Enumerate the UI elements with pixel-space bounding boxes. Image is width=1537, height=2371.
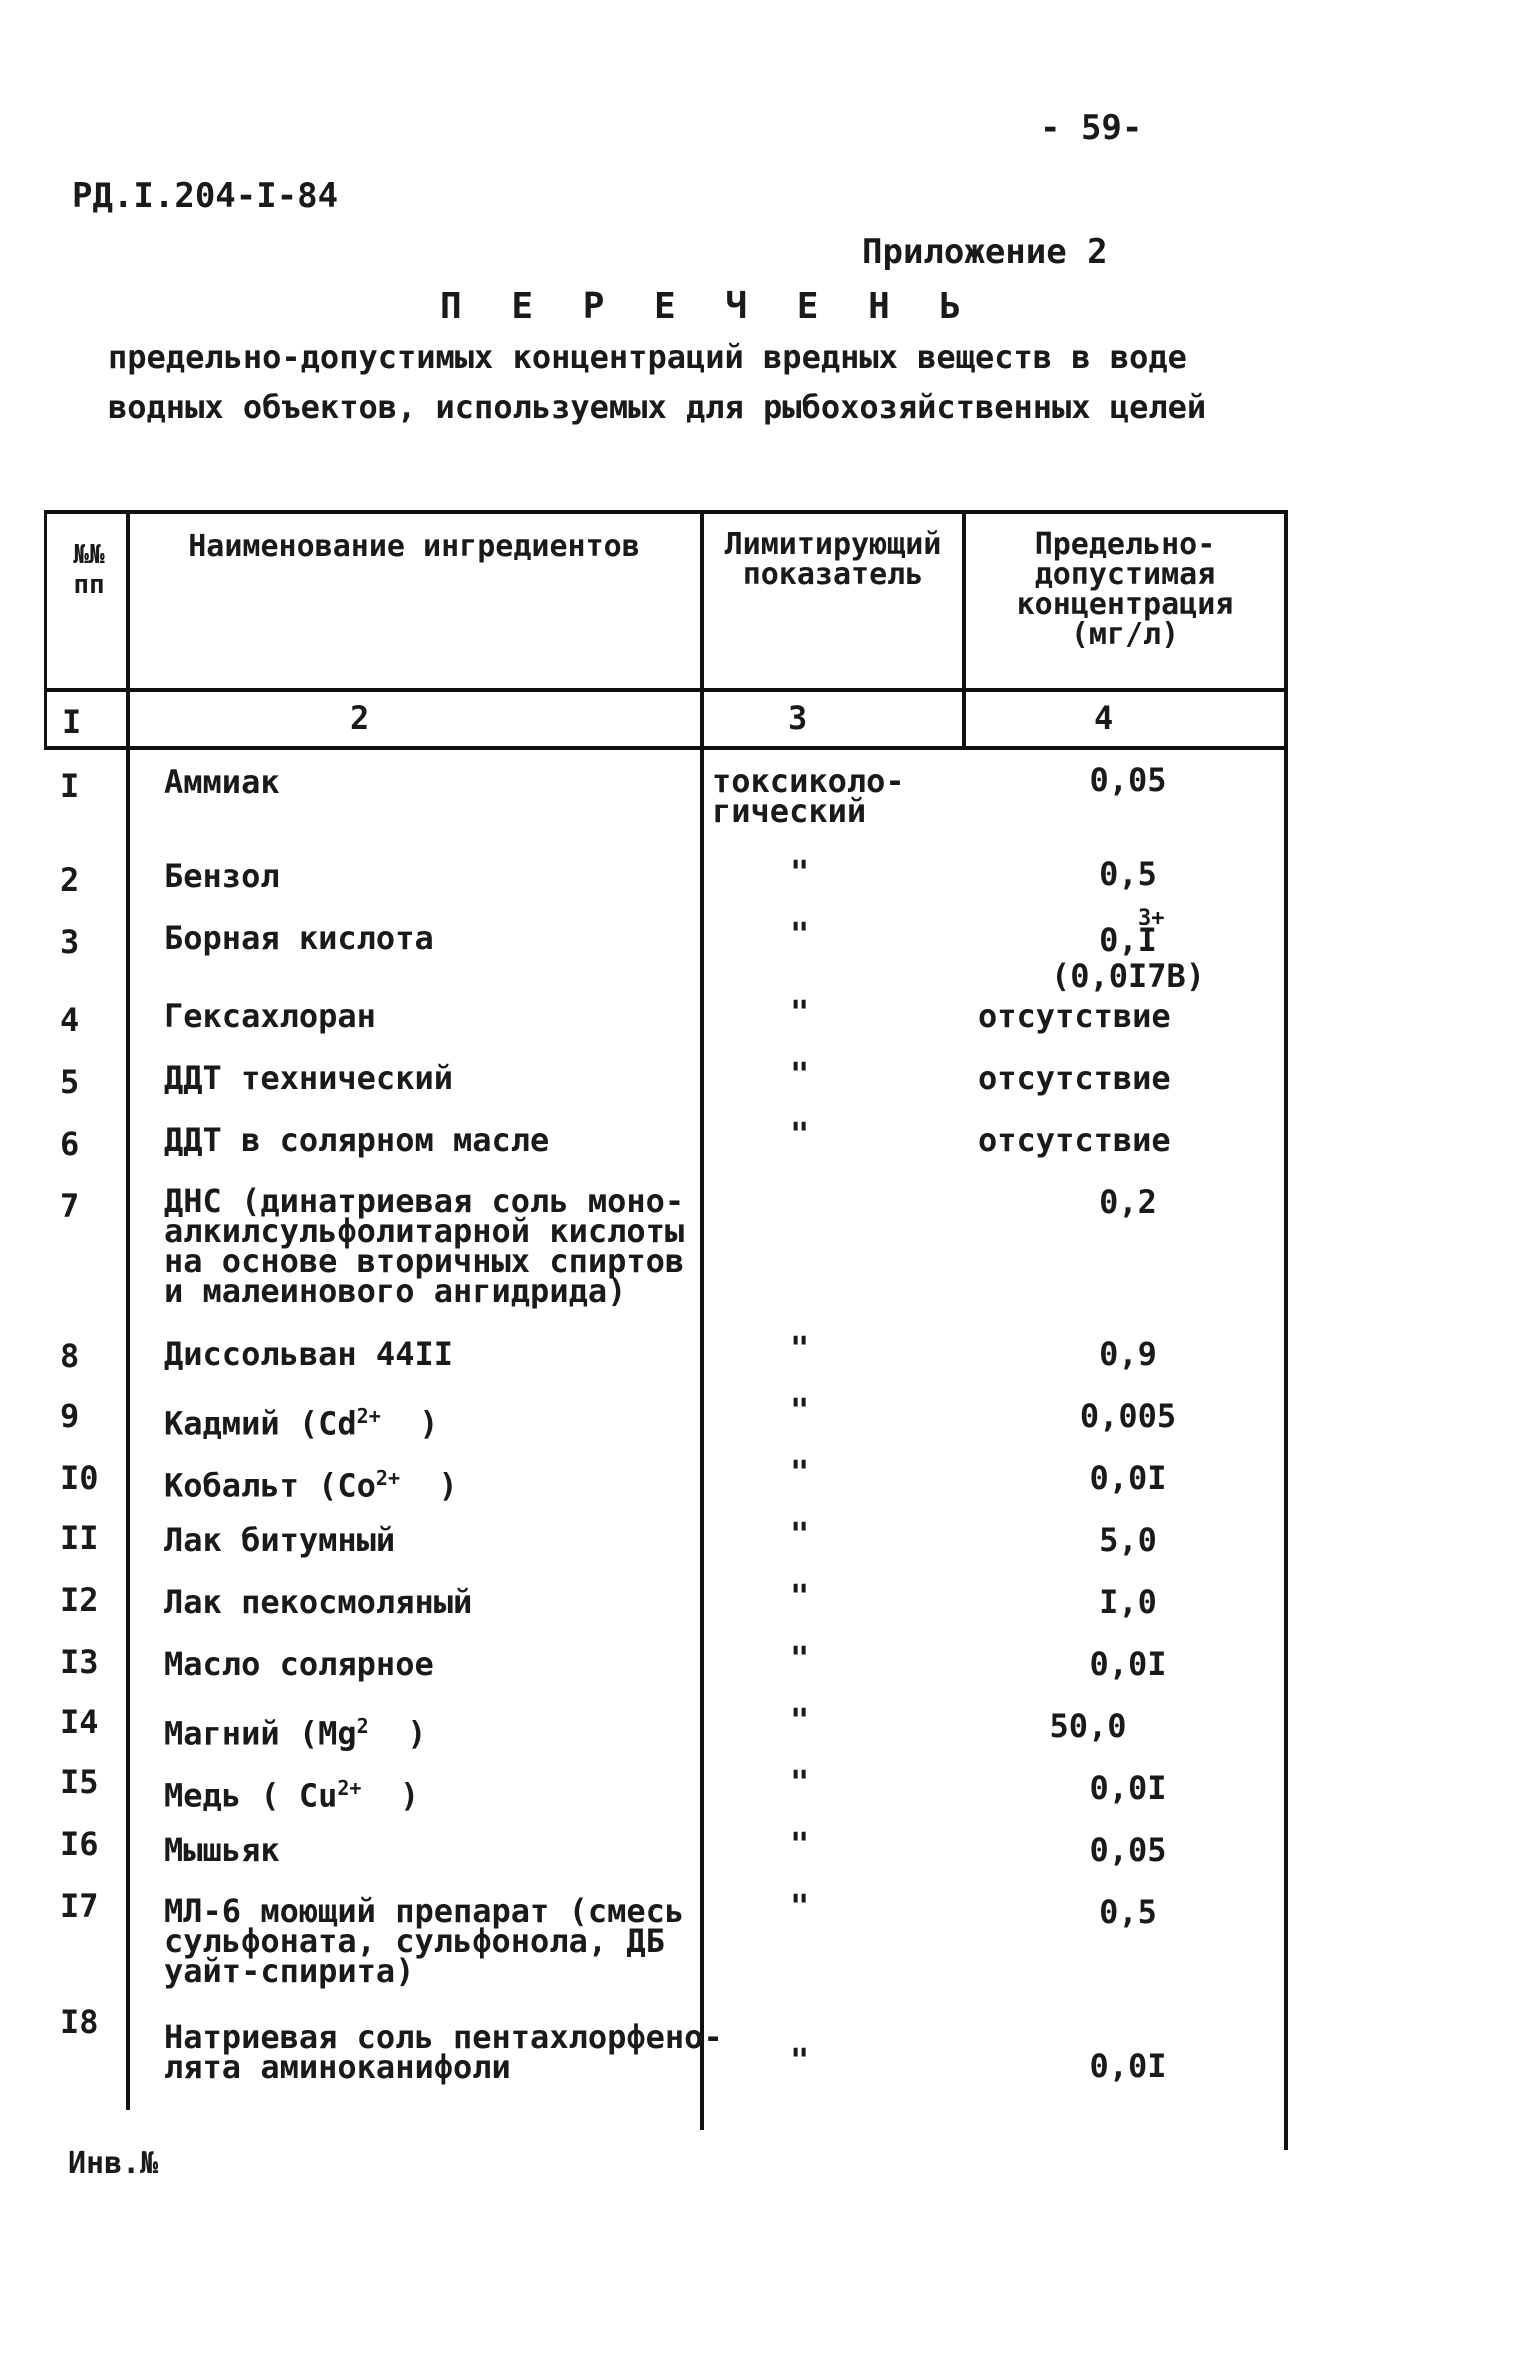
- row-10-indicator: ": [790, 1453, 810, 1491]
- row-14-num: I4: [60, 1703, 99, 1741]
- row-15-value: 0,0I: [1089, 1769, 1167, 1807]
- row-5-name: ДДТ технический: [164, 1059, 453, 1097]
- row-4-name: Гексахлоран: [164, 997, 376, 1035]
- row-17-indicator: ": [790, 1887, 810, 1925]
- row-3-name: Борная кислота: [164, 919, 434, 957]
- row-9-name: [164, 1400, 439, 1443]
- colnum-bottom-rule: [44, 746, 1288, 750]
- row-1-indicator: токсиколо- гический: [712, 762, 905, 830]
- row-2-indicator: ": [790, 853, 810, 891]
- row-12-name: Лак пекосмоляный: [164, 1583, 473, 1621]
- row-6-name: ДДТ в солярном масле: [164, 1121, 550, 1159]
- row-15-name-end: ): [400, 1776, 420, 1815]
- row-7-name: ДНС (динатриевая соль моно- алкилсульфолитарной кислоты на основе вторичных спиртов и малеинового ангидрида): [164, 1182, 685, 1310]
- row-11-num: II: [60, 1519, 99, 1557]
- row-12-value: I,0: [1099, 1583, 1157, 1621]
- row-17-num: I7: [60, 1887, 99, 1925]
- header-bottom-rule: [44, 688, 1288, 692]
- colnum-4: 4: [1094, 699, 1114, 737]
- header-value: Предельно- допустимая концентрация (мг/л): [1016, 527, 1234, 652]
- row-15-name-superscript: 2+: [337, 1776, 362, 1800]
- row-14-name: [164, 1710, 427, 1753]
- table-left-rule: [44, 510, 47, 750]
- row-10-value: 0,0I: [1089, 1459, 1167, 1497]
- row-2-value: 0,5: [1099, 855, 1157, 893]
- row-7-value: 0,2: [1099, 1183, 1157, 1221]
- subtitle-line-1: предельно-допустимых концентраций вредных веществ в воде: [108, 338, 1187, 376]
- row-11-value: 5,0: [1099, 1521, 1157, 1559]
- colnum-1: I: [62, 703, 82, 741]
- row-17-value: 0,5: [1099, 1893, 1157, 1931]
- row-9-name-superscript: 2+: [356, 1404, 381, 1428]
- row-13-name: Масло солярное: [164, 1645, 434, 1683]
- row-6-value: отсутствие: [978, 1121, 1171, 1159]
- row-15-indicator: ": [790, 1763, 810, 1801]
- appendix-label: Приложение 2: [862, 232, 1108, 272]
- colnum-2: 2: [350, 699, 370, 737]
- col1-rule: [126, 510, 130, 2110]
- row-18-value: 0,0I: [1089, 2047, 1167, 2085]
- row-15-num: I5: [60, 1763, 99, 1801]
- row-11-indicator: ": [790, 1515, 810, 1553]
- row-4-indicator: ": [790, 993, 810, 1031]
- row-8-num: 8: [60, 1337, 80, 1375]
- row-10-name-superscript: 2+: [375, 1466, 401, 1490]
- row-14-indicator: ": [790, 1701, 810, 1739]
- row-18-num: I8: [60, 2003, 99, 2041]
- row-14-name-superscript: 2: [356, 1714, 369, 1738]
- subtitle-line-2: водных объектов, используемых для рыбохозяйственных целей: [108, 388, 1207, 426]
- row-8-value: 0,9: [1099, 1335, 1157, 1373]
- page-subtitle: [108, 332, 1206, 432]
- colnum-3: 3: [788, 699, 808, 737]
- row-12-indicator: ": [790, 1577, 810, 1615]
- row-13-value: 0,0I: [1089, 1645, 1167, 1683]
- col2-rule: [700, 510, 704, 2130]
- row-18-name: Натриевая соль пентахлорфено- лята аминоканифоли: [164, 2018, 723, 2086]
- row-3-indicator: ": [790, 915, 810, 953]
- page-title: П Е Р Е Ч Е Н Ь: [440, 286, 976, 327]
- row-4-value: отсутствие: [978, 997, 1171, 1035]
- row-12-num: I2: [60, 1581, 99, 1619]
- row-16-indicator: ": [790, 1825, 810, 1863]
- row-3-value: 0,I (0,0I7B): [1050, 921, 1206, 995]
- row-3-value-superscript: 3+: [1138, 906, 1165, 931]
- row-10-name-text: Кобальт (Co: [164, 1466, 376, 1505]
- row-1-name: Аммиак: [164, 763, 280, 801]
- row-4-num: 4: [60, 1001, 80, 1039]
- header-indicator: Лимитирующий показатель: [724, 527, 942, 592]
- row-8-indicator: ": [790, 1329, 810, 1367]
- row-15-name: [164, 1772, 420, 1815]
- row-14-name-text: Магний (Mg: [164, 1714, 357, 1753]
- row-3-num: 3: [60, 923, 80, 961]
- page-number: - 59-: [1040, 108, 1143, 148]
- row-13-indicator: ": [790, 1639, 810, 1677]
- row-5-num: 5: [60, 1063, 80, 1101]
- row-14-name-end: ): [407, 1714, 427, 1753]
- row-9-num: 9: [60, 1397, 80, 1435]
- document-code: РД.I.204-I-84: [72, 176, 339, 216]
- row-9-name-text: Кадмий (Cd: [164, 1404, 357, 1443]
- table-top-rule: [44, 510, 1288, 514]
- row-13-num: I3: [60, 1643, 99, 1681]
- header-num: №№ пп: [73, 540, 105, 600]
- row-2-num: 2: [60, 861, 80, 899]
- row-1-num: I: [60, 767, 80, 805]
- row-16-value: 0,05: [1089, 1831, 1167, 1869]
- row-2-name: Бензол: [164, 857, 280, 895]
- row-11-name: Лак битумный: [164, 1521, 396, 1559]
- row-16-num: I6: [60, 1825, 99, 1863]
- row-6-num: 6: [60, 1125, 80, 1163]
- inventory-number-label: Инв.№: [68, 2146, 159, 2181]
- row-16-name: Мышьяк: [164, 1831, 280, 1869]
- row-10-num: I0: [60, 1459, 99, 1497]
- row-6-indicator: ": [790, 1115, 810, 1153]
- row-17-name: МЛ-6 моющий препарат (смесь сульфоната, сульфонола, ДБ уайт-спирита): [164, 1892, 685, 1990]
- row-9-value: 0,005: [1079, 1397, 1177, 1435]
- row-1-value: 0,05: [1089, 761, 1167, 799]
- row-9-indicator: ": [790, 1391, 810, 1429]
- row-10-name-end: ): [438, 1466, 458, 1505]
- row-14-value: 50,0: [1049, 1707, 1127, 1745]
- row-9-name-end: ): [419, 1404, 439, 1443]
- header-name: Наименование ингредиентов: [188, 529, 640, 564]
- row-10-name: [164, 1462, 458, 1505]
- row-7-num: 7: [60, 1187, 80, 1225]
- row-18-indicator: ": [790, 2041, 810, 2079]
- row-5-value: отсутствие: [978, 1059, 1171, 1097]
- row-15-name-text: Медь ( Cu: [164, 1776, 338, 1815]
- table-right-rule: [1284, 510, 1288, 2150]
- row-5-indicator: ": [790, 1055, 810, 1093]
- row-8-name: Диссольван 44II: [164, 1335, 453, 1373]
